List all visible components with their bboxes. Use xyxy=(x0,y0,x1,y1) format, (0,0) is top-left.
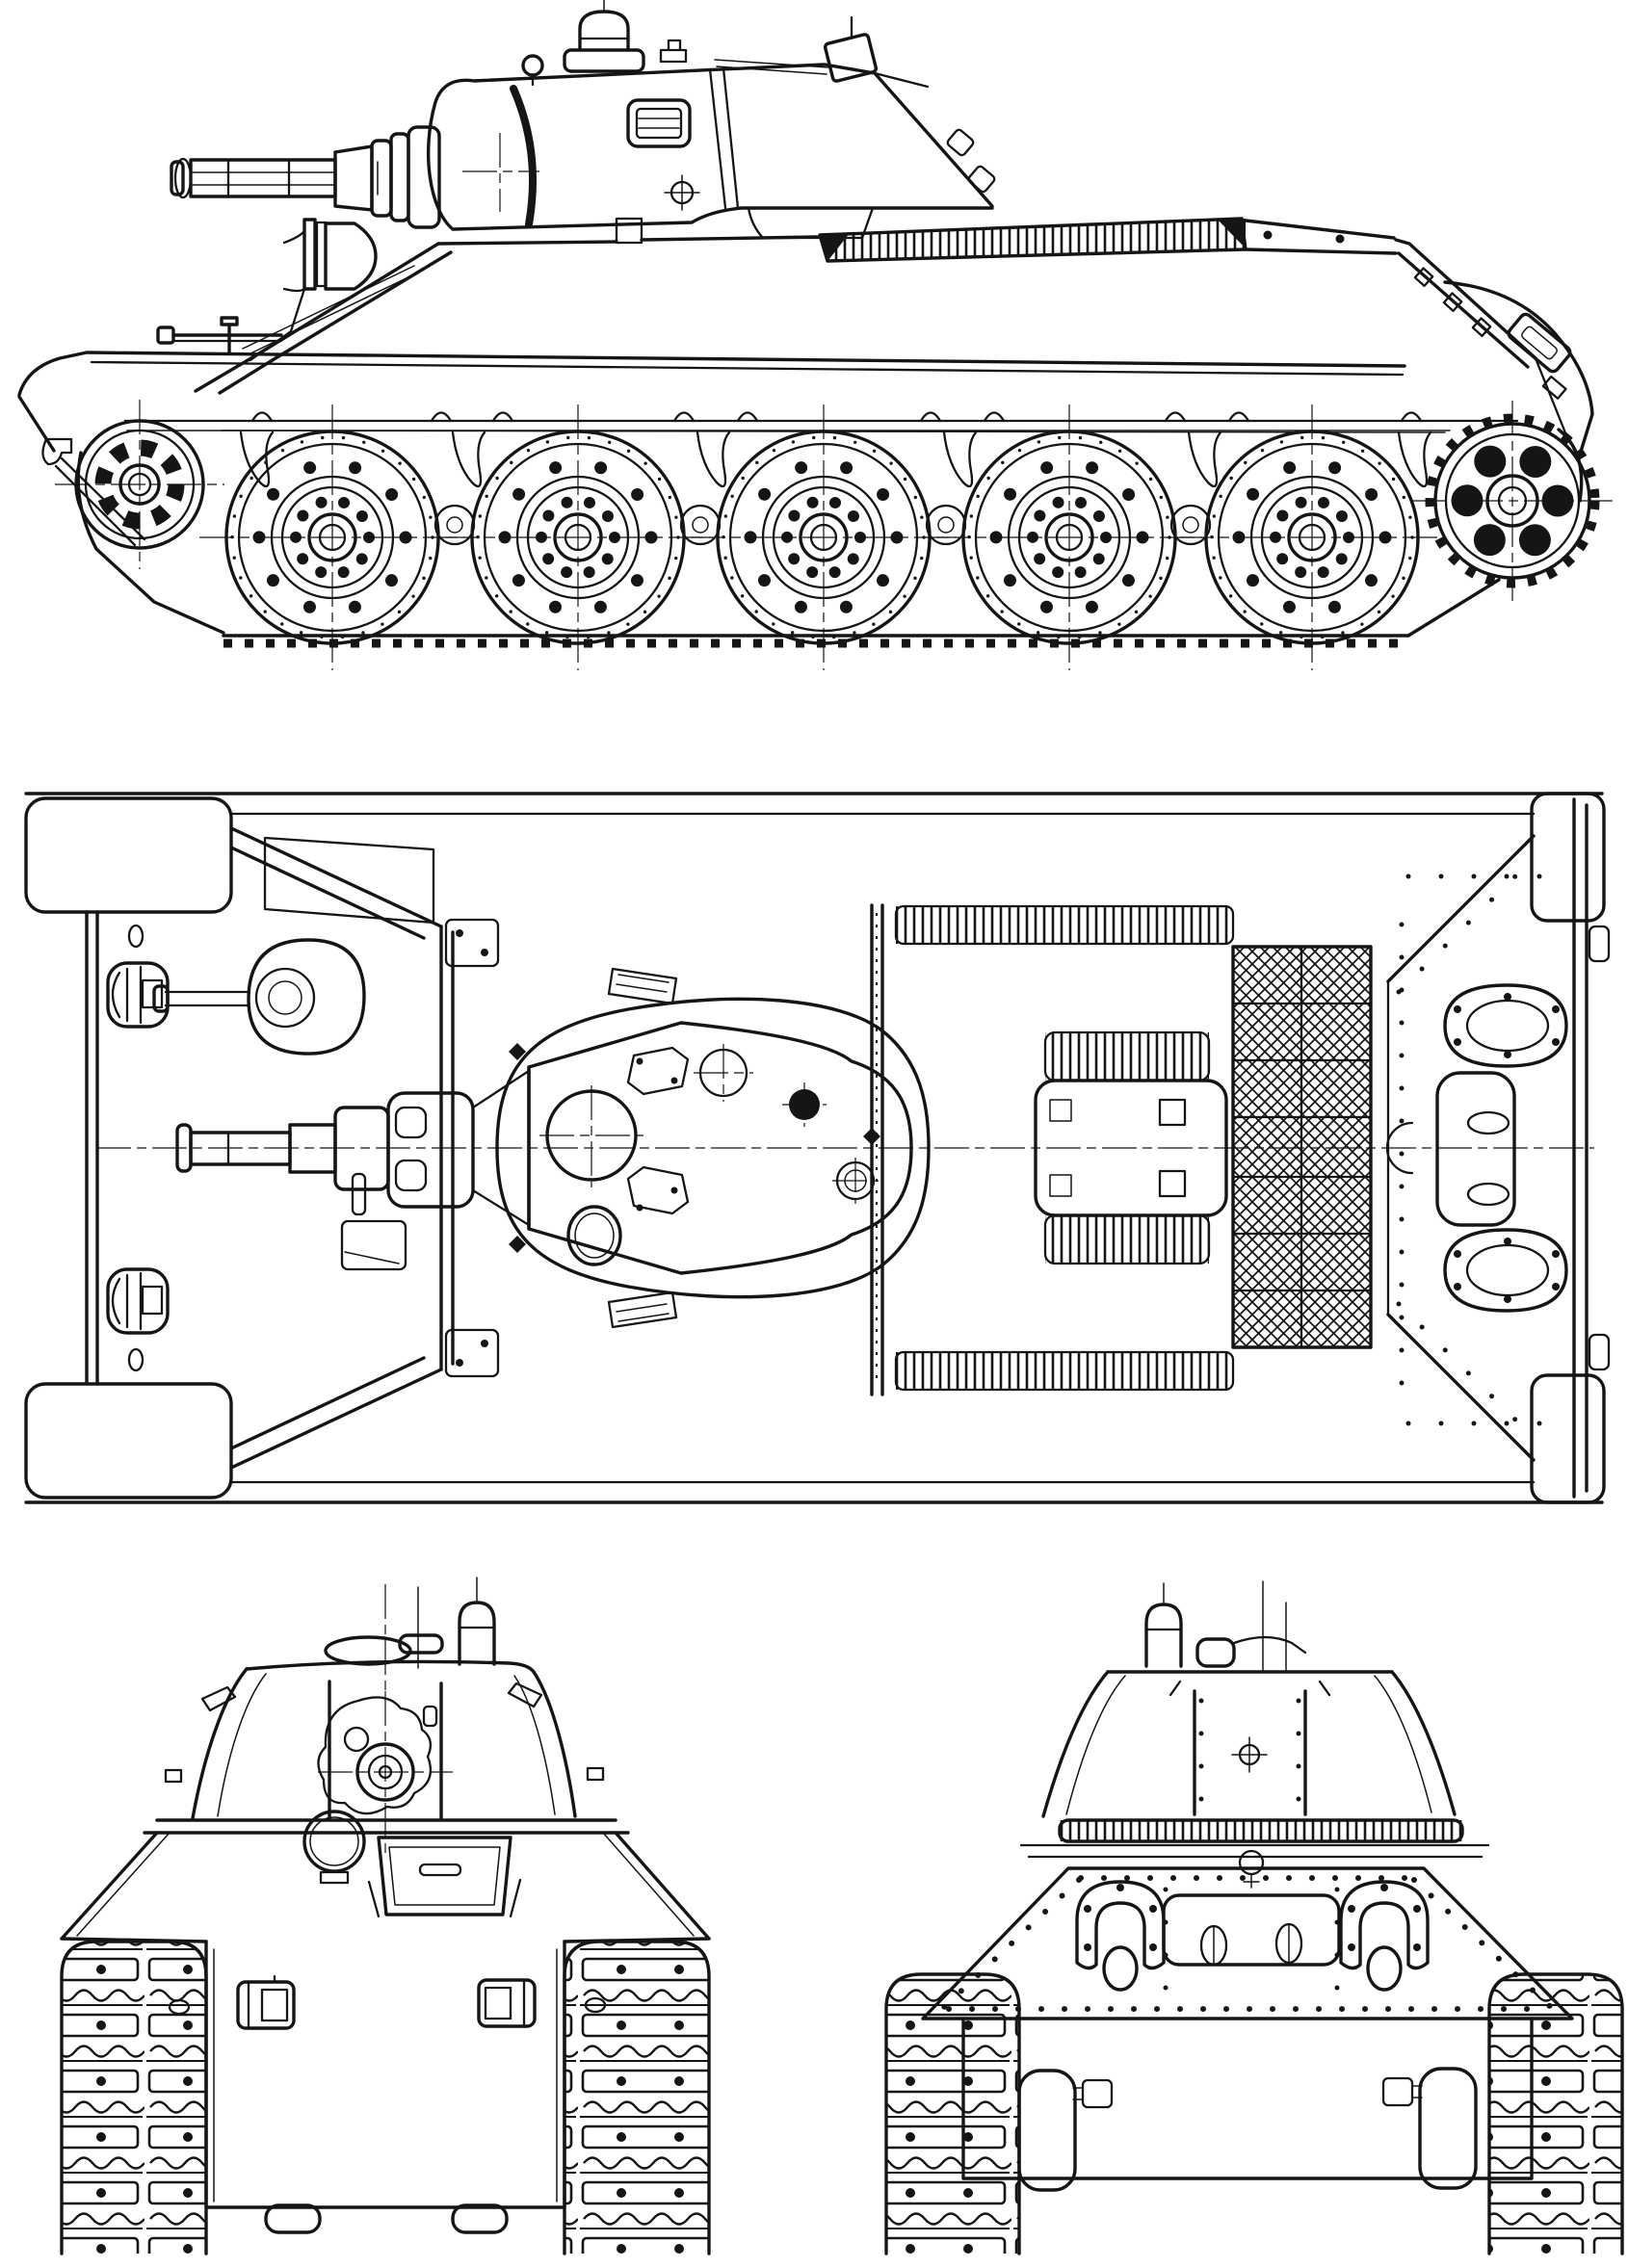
engine-louvres xyxy=(820,219,1246,261)
tow-lugs-front xyxy=(170,1976,605,2028)
rear-left-fender xyxy=(1532,794,1604,921)
pistol-port xyxy=(665,175,699,210)
top-view xyxy=(26,794,1609,1502)
turret-knob xyxy=(523,56,542,75)
road-wheel xyxy=(691,404,957,670)
front-left-fender xyxy=(26,798,231,912)
exhaust-cover xyxy=(1077,1882,1164,1990)
road-wheel xyxy=(199,404,465,670)
rear-view xyxy=(886,1581,1622,2254)
cupola-rear xyxy=(1146,1583,1181,1666)
riveted-rear-plate xyxy=(923,1868,1572,2019)
stowage-box xyxy=(715,17,877,82)
running-gear xyxy=(55,400,1613,670)
roof-bracket xyxy=(661,40,686,62)
gun-mantlet-front xyxy=(318,1691,453,1855)
cupola-periscope xyxy=(565,0,643,71)
rear-access-plate xyxy=(1164,1895,1339,1965)
turret-front xyxy=(166,1577,603,1855)
turret-hatch-oval xyxy=(568,1207,620,1264)
front-right-fender xyxy=(26,1384,231,1498)
front-view xyxy=(62,1577,709,2254)
headlight xyxy=(250,220,376,360)
final-drive-housings xyxy=(1019,2069,1476,2190)
road-wheel xyxy=(445,404,711,670)
tow-hook xyxy=(108,963,168,1027)
turret-side xyxy=(429,0,996,229)
gun-barrel xyxy=(171,127,439,227)
tow-hook xyxy=(108,1269,168,1333)
side-view xyxy=(19,0,1613,670)
turret-rear xyxy=(1043,1581,1455,1816)
cupola-front xyxy=(460,1577,494,1664)
radiator-mesh xyxy=(1233,947,1371,1347)
headlight-front xyxy=(304,1812,364,1883)
idler-wheel xyxy=(55,400,224,569)
exhaust-cover xyxy=(1341,1882,1428,1990)
road-wheel xyxy=(1179,404,1445,670)
road-wheel xyxy=(936,404,1202,670)
driver-hatch-front xyxy=(369,1838,520,1916)
tracks-rear xyxy=(886,1974,1622,2254)
deck-step xyxy=(617,219,642,243)
vision-slit xyxy=(628,100,690,146)
rear-right-fender xyxy=(1532,1375,1604,1502)
headlight-plan xyxy=(154,940,364,1054)
